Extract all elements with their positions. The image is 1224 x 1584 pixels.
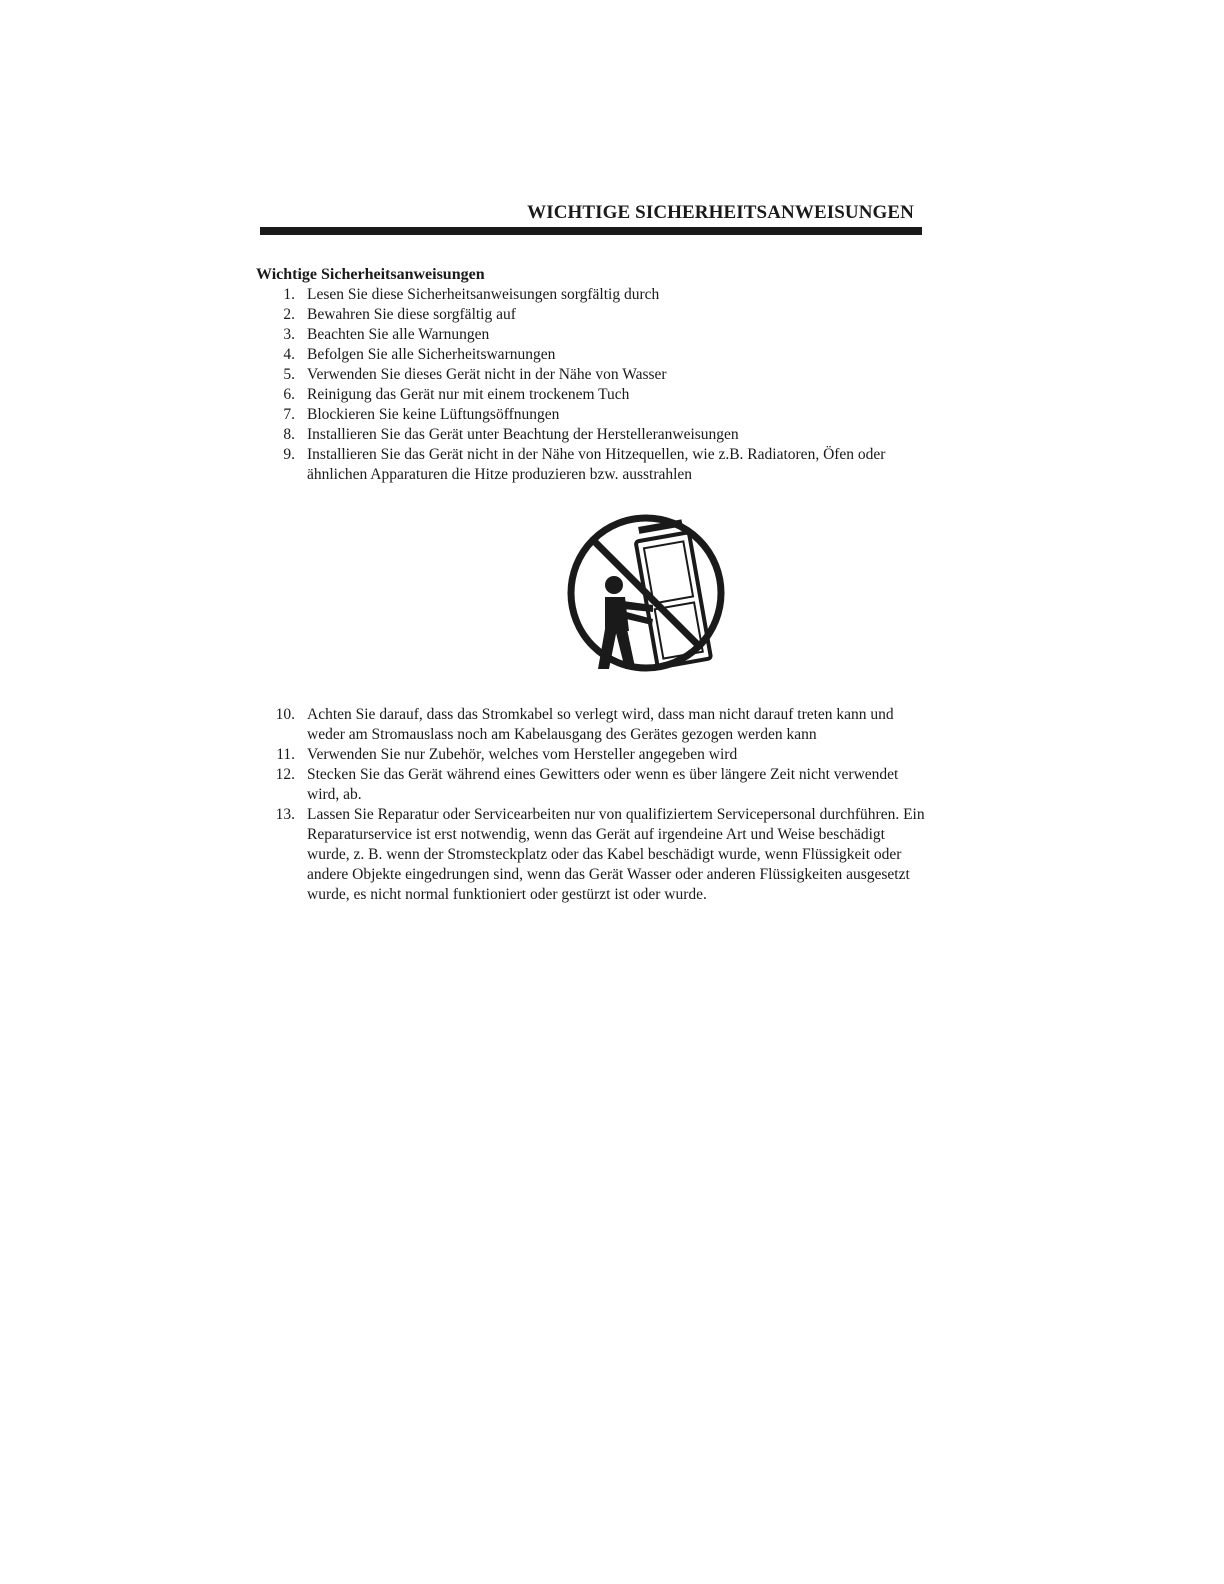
list-item bbox=[256, 345, 926, 365]
header-rule bbox=[260, 227, 922, 235]
list-item-number: 1. bbox=[283, 286, 295, 303]
list-item-text: Lassen Sie Reparatur oder Servicearbeiten nur von qualifiziertem Servicepersonal durchführen. Ein Reparaturservice ist erst notwendig, wenn das Gerät auf irgendeine Art und Weise beschädigt wurde, z. B. wenn der Stromsteckplatz oder das Kabel beschädigt wurde, wenn Flüssigkeit oder andere Objekte eingedrungen sind, wenn das Gerät Wasser oder anderen Flüssigkeiten ausgesetzt wurde, es nicht normal funktioniert oder gestürzt ist oder wurde. bbox=[307, 806, 925, 903]
document-body bbox=[256, 265, 926, 905]
list-item-text: Befolgen Sie alle Sicherheitswarnungen bbox=[307, 346, 556, 363]
list-item-number: 2. bbox=[283, 306, 295, 323]
list-item bbox=[256, 425, 926, 445]
list-item-text: Stecken Sie das Gerät während eines Gewitters oder wenn es über längere Zeit nicht verwendet wird, ab. bbox=[307, 766, 899, 803]
list-item-number: 3. bbox=[283, 326, 295, 343]
list-item-text: Verwenden Sie dieses Gerät nicht in der Nähe von Wasser bbox=[307, 366, 667, 383]
list-item bbox=[256, 405, 926, 425]
list-item bbox=[256, 365, 926, 385]
list-item-number: 10. bbox=[275, 706, 295, 723]
list-item-text: Verwenden Sie nur Zubehör, welches vom Hersteller angegeben wird bbox=[307, 746, 738, 763]
list-item bbox=[256, 805, 926, 905]
list-item-number: 13. bbox=[275, 806, 295, 823]
list-item bbox=[256, 325, 926, 345]
page-header bbox=[260, 200, 922, 235]
list-item-text: Blockieren Sie keine Lüftungsöffnungen bbox=[307, 406, 560, 423]
list-item-text: Beachten Sie alle Warnungen bbox=[307, 326, 490, 343]
warning-figure bbox=[256, 513, 926, 677]
list-item bbox=[256, 285, 926, 305]
list-item-number: 5. bbox=[283, 366, 295, 383]
list-item-number: 7. bbox=[283, 406, 295, 423]
list-item bbox=[256, 745, 926, 765]
list-item-text: Achten Sie darauf, dass das Stromkabel so verlegt wird, dass man nicht darauf treten kann und weder am Stromauslass noch am Kabelausgang des Gerätes gezogen werden kann bbox=[307, 706, 894, 743]
list-item-text: Lesen Sie diese Sicherheitsanweisungen sorgfältig durch bbox=[307, 286, 660, 303]
list-item-number: 6. bbox=[283, 386, 295, 403]
list-item-text: Reinigung das Gerät nur mit einem trockenem Tuch bbox=[307, 386, 630, 403]
page-title: WICHTIGE SICHERHEITSANWEISUNGEN bbox=[527, 202, 914, 223]
list-item-text: Installieren Sie das Gerät unter Beachtung der Herstelleranweisungen bbox=[307, 426, 739, 443]
section-title: Wichtige Sicherheitsanweisungen bbox=[256, 266, 485, 283]
safety-list-part1 bbox=[256, 285, 926, 485]
list-item-number: 4. bbox=[283, 346, 295, 363]
list-item bbox=[256, 765, 926, 805]
list-item bbox=[256, 305, 926, 325]
list-item bbox=[256, 705, 926, 745]
no-tipping-cart-warning-icon bbox=[565, 513, 729, 677]
list-item-number: 12. bbox=[275, 766, 295, 783]
list-item-number: 11. bbox=[276, 746, 295, 763]
list-item-text: Installieren Sie das Gerät nicht in der Nähe von Hitzequellen, wie z.B. Radiatoren, Öfen oder ähnlichen Apparaturen die Hitze produzieren bzw. ausstrahlen bbox=[307, 446, 886, 483]
list-item bbox=[256, 385, 926, 405]
list-item-number: 8. bbox=[283, 426, 295, 443]
list-item bbox=[256, 445, 926, 485]
list-item-number: 9. bbox=[283, 446, 295, 463]
safety-list-part2 bbox=[256, 705, 926, 905]
list-item-text: Bewahren Sie diese sorgfältig auf bbox=[307, 306, 516, 323]
